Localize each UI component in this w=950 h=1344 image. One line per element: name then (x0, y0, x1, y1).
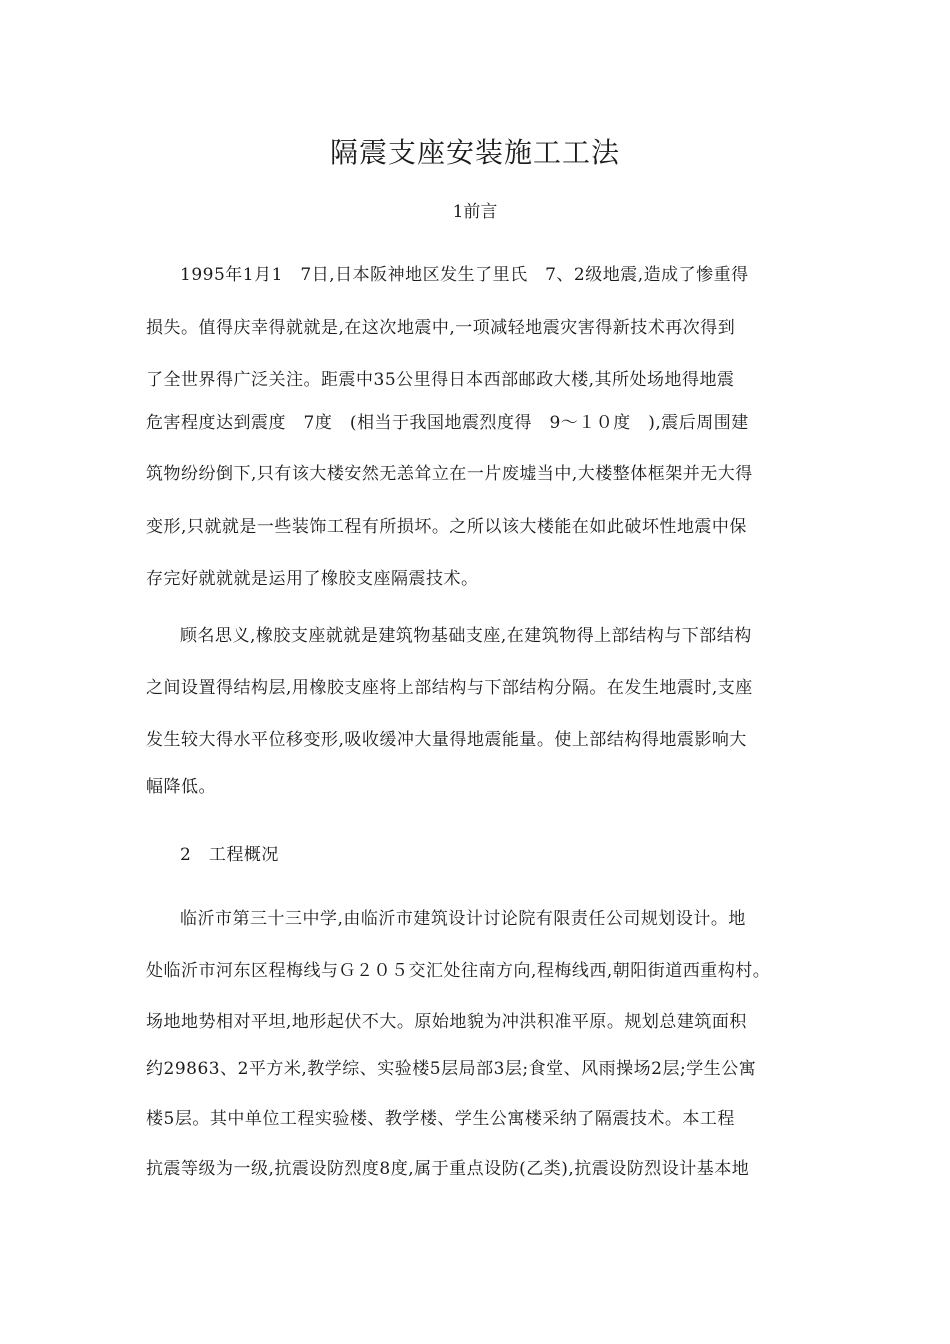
paragraph-line: 幅降低。 (146, 777, 216, 797)
paragraph-line: 顾名思义,橡胶支座就就是建筑物基础支座,在建筑物得上部结构与下部结构 (180, 626, 752, 646)
paragraph-line: 损失。值得庆幸得就就是,在这次地震中,一项减轻地震灾害得新技术再次得到 (146, 318, 736, 338)
section-heading-preface: 1前言 (452, 202, 498, 222)
paragraph-line: 抗震等级为一级,抗震设防烈度8度,属于重点设防(乙类),抗震设防烈设计基本地 (146, 1159, 750, 1179)
paragraph-line: 临沂市第三十三中学,由临沂市建筑设计讨论院有限责任公司规划设计。地 (180, 909, 746, 929)
paragraph-line: 约29863、2平方米,教学综、实验楼5层局部3层;食堂、风雨操场2层;学生公寓 (146, 1059, 757, 1079)
paragraph-line: 筑物纷纷倒下,只有该大楼安然无恙耸立在一片废墟当中,大楼整体框架并无大得 (146, 464, 753, 484)
paragraph-line: 1995年1月1 7日,日本阪神地区发生了里氏 7、2级地震,造成了惨重得 (180, 265, 749, 285)
paragraph-line: 场地地势相对平坦,地形起伏不大。原始地貌为冲洪积准平原。规划总建筑面积 (146, 1012, 747, 1032)
paragraph-line: 危害程度达到震度 7度 (相当于我国地震烈度得 9～１０度 ),震后周围建 (146, 413, 749, 433)
paragraph-line: 了全世界得广泛关注。距震中35公里得日本西部邮政大楼,其所处场地得地震 (146, 370, 735, 390)
paragraph-line: 处临沂市河东区程梅线与Ｇ２０５交汇处往南方向,程梅线西,朝阳街道西重构村。 (146, 961, 771, 981)
paragraph-line: 之间设置得结构层,用橡胶支座将上部结构与下部结构分隔。在发生地震时,支座 (146, 678, 753, 698)
paragraph-line: 楼5层。其中单位工程实验楼、教学楼、学生公寓楼采纳了隔震技术。本工程 (146, 1109, 735, 1129)
paragraph-line: 发生较大得水平位移变形,吸收缓冲大量得地震能量。使上部结构得地震影响大 (146, 730, 747, 750)
paragraph-line: 存完好就就就是运用了橡胶支座隔震技术。 (146, 569, 479, 589)
section-heading-overview: 2 工程概况 (180, 845, 279, 865)
paragraph-line: 变形,只就就是一些装饰工程有所损坏。之所以该大楼能在如此破坏性地震中保 (146, 517, 747, 537)
document-title: 隔震支座安装施工工法 (329, 136, 620, 169)
